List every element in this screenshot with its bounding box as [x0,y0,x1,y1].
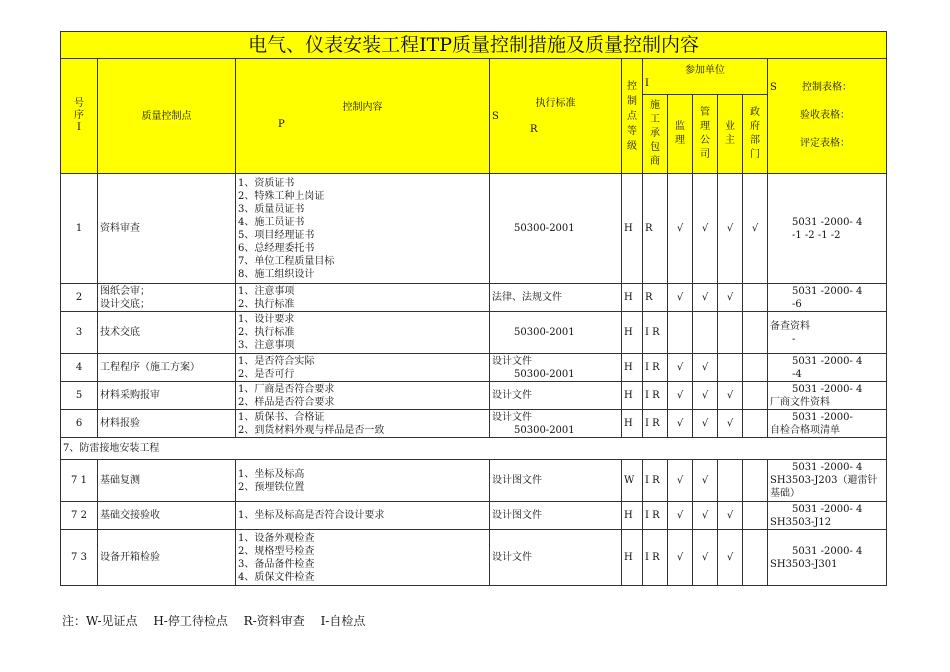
content-line: 2、预埋铁位置 [238,481,305,493]
row-check-1: √ [693,410,718,438]
row-check-3 [743,460,768,502]
row-check-code: I R [643,354,668,382]
header-unit-label: 业主 [725,121,735,146]
standard-line: 50300-2001 [514,424,575,436]
header-unit-2 [693,95,718,174]
standard-line: 设计文件 [492,411,532,423]
form-line: 5031 -2000- 4 [792,285,863,297]
header-unit-label: 管理公司 [700,107,710,160]
row-number: 1 [61,174,98,284]
header-standard-mark-s: S [492,110,499,122]
form-line: -6 [792,298,802,310]
row-check-code: I R [643,530,668,586]
content-line: 4、质保文件检查 [238,571,315,583]
form-line: 5031 -2000- 4 [792,216,863,228]
header-seq [61,59,98,174]
form-line: -1 -2 -1 -2 [792,229,841,241]
row-check-code: I R [643,502,668,530]
content-line: 1、质保书、合格证 [238,411,325,423]
standard-line: 设计图文件 [492,510,542,521]
row-check-3 [743,382,768,410]
header-level [622,59,643,174]
form-line: 5031 -2000- 4 [792,545,863,557]
row-standard [490,174,622,284]
standard-line: 设计文件 [492,390,532,401]
form-line: 5031 -2000- 4 [792,503,863,515]
row-standard [490,312,622,354]
row-check-0: √ [668,382,693,410]
row-standard [490,284,622,312]
header-participants-mark: I [645,77,649,89]
content-line: 2、特殊工种上岗证 [238,190,325,202]
header-unit-label: 监理 [675,121,685,146]
table-row [61,410,887,438]
row-check-code: I R [643,410,668,438]
row-content [236,382,490,410]
row-control-point: 工程程序（施工方案） [98,354,236,382]
row-standard [490,530,622,586]
header-standard-mark-r: R [530,123,538,135]
header-unit-0 [643,95,668,174]
table-row [61,284,887,312]
row-forms [768,284,887,312]
row-check-2 [718,354,743,382]
content-line: 2、执行标准 [238,298,295,310]
row-check-1 [693,312,718,354]
header-content-label: 控制内容 [342,102,383,113]
form-line: 基础） [770,488,800,499]
row-check-0: √ [668,410,693,438]
standard-line: 设计文件 [492,552,532,563]
row-number: 5 [61,382,98,410]
content-line: 1、注意事项 [238,285,295,297]
row-check-3: √ [743,174,768,284]
row-check-1: √ [693,354,718,382]
content-line: 2、执行标准 [238,327,295,338]
row-check-3 [743,312,768,354]
content-line: 1、坐标及标高是否符合设计要求 [238,510,385,521]
row-check-2: √ [718,284,743,312]
row-check-3 [743,530,768,586]
row-control-point: 基础交接验收 [98,502,236,530]
row-level: H [622,530,643,586]
section-row [61,438,887,460]
row-check-2 [718,460,743,502]
row-standard [490,410,622,438]
form-line: - [792,333,796,345]
row-number: 7 1 [61,460,98,502]
row-check-0 [668,312,693,354]
row-check-3 [743,502,768,530]
row-forms [768,502,887,530]
content-line: 1、资质证书 [238,177,295,189]
standard-line: 50300-2001 [514,327,575,338]
row-control-point: 材料报验 [98,410,236,438]
section-title: 7、防雷接地安装工程 [61,438,887,460]
content-line: 8、施工组织设计 [238,268,315,280]
content-line: 1、设备外观检查 [238,532,315,544]
row-content [236,354,490,382]
form-line: 5031 -2000- 4 [792,383,863,395]
content-line: 7、单位工程质量目标 [238,255,335,267]
header-forms-control: 控制表格： [802,82,853,93]
row-check-code: I R [643,312,668,354]
content-line: 3、备品备件检查 [238,558,315,570]
standard-line: 设计图文件 [492,475,542,486]
row-number: 4 [61,354,98,382]
content-line: 3、质量员证书 [238,203,305,215]
header-standard [490,59,622,174]
row-content [236,530,490,586]
table-row [61,502,887,530]
content-line: 2、到货材料外观与样品是否一致 [238,424,385,436]
form-line: 自检合格项清单 [770,424,840,436]
row-forms [768,312,887,354]
row-level: H [622,410,643,438]
table-row [61,174,887,284]
row-forms [768,410,887,438]
row-forms [768,460,887,502]
form-line: 5031 -2000- 4 [792,355,863,367]
content-line: 2、样品是否符合要求 [238,396,335,408]
table-row [61,382,887,410]
row-control-point: 技术交底 [98,312,236,354]
row-check-code: I R [643,460,668,502]
row-check-3 [743,410,768,438]
header-forms-accept: 验收表格： [800,110,850,121]
row-check-code: R [643,174,668,284]
standard-line: 设计文件 [492,355,532,367]
header-content [236,59,490,174]
standard-line: 50300-2001 [514,223,575,234]
row-level: W [622,460,643,502]
content-line: 1、坐标及标高 [238,468,305,480]
row-check-1: √ [693,530,718,586]
row-forms [768,530,887,586]
row-standard [490,382,622,410]
itp-table [60,31,887,586]
header-point: 质量控制点 [98,59,236,174]
header-level-label: 控制点等级 [627,80,637,152]
content-line: 2、是否可行 [238,368,295,380]
row-number: 7 2 [61,502,98,530]
row-check-1: √ [693,174,718,284]
form-line: 备查资料 [770,320,810,332]
row-level: H [622,174,643,284]
content-line: 5、项目经理证书 [238,229,315,241]
row-check-1: √ [693,284,718,312]
content-line: 2、规格型号检查 [238,545,315,557]
content-line: 1、设计要求 [238,314,295,325]
row-level: H [622,284,643,312]
table-row [61,354,887,382]
row-content [236,284,490,312]
legend-note: 注：W-见证点 H-停工待检点 R-资料审查 I-自检点 [62,614,366,628]
table-row [61,460,887,502]
row-check-2 [718,312,743,354]
row-check-2: √ [718,382,743,410]
row-check-3 [743,284,768,312]
header-standard-label: 执行标准 [535,97,576,109]
form-line: 5031 -2000- [792,411,853,423]
row-level: H [622,312,643,354]
content-line: 3、注意事项 [238,340,295,351]
row-check-code: R [643,284,668,312]
row-check-0: √ [668,284,693,312]
header-unit-3 [718,95,743,174]
content-line: 4、施工员证书 [238,216,305,228]
form-line: 厂商文件资料 [770,396,830,408]
header-forms [768,59,887,174]
header-participants [643,59,768,95]
row-check-1: √ [693,460,718,502]
row-check-code: I R [643,382,668,410]
form-line: SH3503-J203（避雷针 [770,475,878,486]
row-number: 2 [61,284,98,312]
row-forms [768,354,887,382]
header-forms-mark: S [770,82,777,93]
row-check-2: √ [718,410,743,438]
row-standard [490,460,622,502]
row-control-point: 资料审查 [98,174,236,284]
itp-sheet [60,31,886,586]
sheet-title: 电气、仪表安装工程ITP质量控制措施及质量控制内容 [61,32,887,59]
row-check-0: √ [668,502,693,530]
row-check-1: √ [693,502,718,530]
row-content [236,410,490,438]
row-check-2: √ [718,530,743,586]
content-line: 1、是否符合实际 [238,355,315,367]
header-unit-label: 政府部门 [750,107,760,160]
row-standard [490,354,622,382]
standard-line: 法律、法规文件 [492,292,562,303]
header-content-mark: P [278,119,285,130]
row-forms [768,174,887,284]
row-check-0: √ [668,174,693,284]
row-content [236,312,490,354]
header-participants-label: 参加单位 [685,64,725,76]
row-forms [768,382,887,410]
row-check-2: √ [718,174,743,284]
row-check-0: √ [668,460,693,502]
header-seq-label: 号序 [74,98,84,121]
row-check-0: √ [668,354,693,382]
row-control-point: 基础复测 [98,460,236,502]
form-line: -4 [792,368,802,380]
form-line: 5031 -2000- 4 [792,462,863,473]
standard-line: 50300-2001 [514,368,575,380]
form-line: SH3503-J301 [770,558,838,570]
form-line: SH3503-J12 [770,516,832,528]
row-level: H [622,382,643,410]
row-level: H [622,502,643,530]
header-unit-1 [668,95,693,174]
row-number: 6 [61,410,98,438]
row-content [236,174,490,284]
table-row [61,530,887,586]
content-line: 6、总经理委托书 [238,242,315,254]
row-number: 7 3 [61,530,98,586]
row-control-point: 材料采购报审 [98,382,236,410]
row-control-point: 图纸会审； 设计交底； [98,284,236,312]
header-unit-label: 施工承包商 [650,100,660,167]
header-seq-mark: I [77,122,81,133]
row-check-1: √ [693,382,718,410]
row-number: 3 [61,312,98,354]
row-level: H [622,354,643,382]
row-content [236,502,490,530]
table-row [61,312,887,354]
row-control-point: 设备开箱检验 [98,530,236,586]
header-unit-4 [743,95,768,174]
row-check-0: √ [668,530,693,586]
content-line: 1、厂商是否符合要求 [238,383,335,395]
row-content [236,460,490,502]
row-standard [490,502,622,530]
header-forms-evaluate: 评定表格： [800,138,850,149]
row-check-3 [743,354,768,382]
row-check-2: √ [718,502,743,530]
